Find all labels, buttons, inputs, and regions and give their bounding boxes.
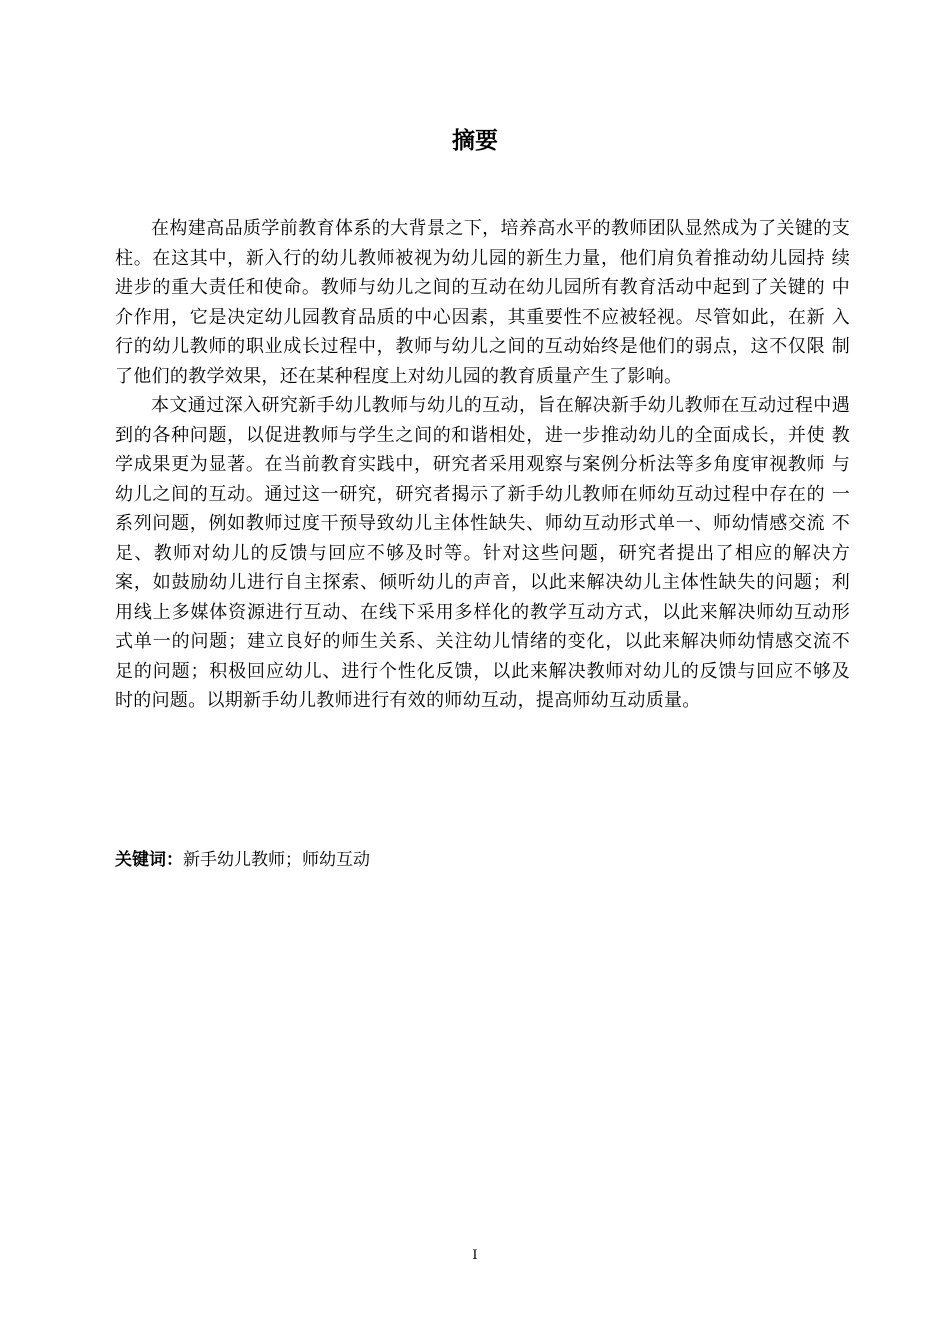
page-title: 摘要 bbox=[452, 128, 498, 154]
abstract-paragraph-2: 本文通过深入研究新手幼儿教师与幼儿的互动，旨在解决新手幼儿教师在互动过程中遇到的各种问题，以促进教师与学生之间的和谐相处，进一步推动幼儿的全面成长，并使 教学成果更为显著。在当前教育实践中，研究者采用观察与案例分析法等多角度审视教师 与幼儿之间的互动。通过这一研究，研究者揭示了新手幼儿教师在师幼互动过程中存在的 一系列问题，例如教师过度干预导致幼儿主体性缺失、师幼互动形式单一、师幼情感交流 不足、教师对幼儿的反馈与回应不够及时等。针对这些问题，研究者提出了相应的解决方 案，如鼓励幼儿进行自主探索、倾听幼儿的声音，以此来解决幼儿主体性缺失的问题；利 用线上多媒体资源进行互动、在线下采用多样化的教学互动方式，以此来解决师幼互动形 式单一的问题；建立良好的师生关系、关注幼儿情绪的变化，以此来解决师幼情感交流不 足的问题；积极回应幼儿、进行个性化反馈，以此来解决教师对幼儿的反馈与回应不够及 时的问题。以期新手幼儿教师进行有效的师幼互动，提高师幼互动质量。 bbox=[115, 395, 850, 711]
abstract-paragraph-1: 在构建高品质学前教育体系的大背景之下，培养高水平的教师团队显然成为了关键的支柱。在这其中，新入行的幼儿教师被视为幼儿园的新生力量，他们肩负着推动幼儿园持 续进步的重大责任和使命。教师与幼儿之间的互动在幼儿园所有教育活动中起到了关键的 中介作用，它是决定幼儿园教育品质的中心因素，其重要性不应被轻视。尽管如此，在新 入行的幼儿教师的职业成长过程中，教师与幼儿之间的互动始终是他们的弱点，这不仅限 制了他们的教学效果，还在某种程度上对幼儿园的教育质量产生了影响。 bbox=[115, 218, 850, 387]
keywords-value: 新手幼儿教师；师幼互动 bbox=[183, 850, 370, 870]
keywords-line bbox=[115, 845, 370, 870]
page-number: I bbox=[472, 1248, 478, 1263]
keywords-label: 关键词： bbox=[115, 850, 183, 870]
abstract-body bbox=[115, 214, 850, 716]
